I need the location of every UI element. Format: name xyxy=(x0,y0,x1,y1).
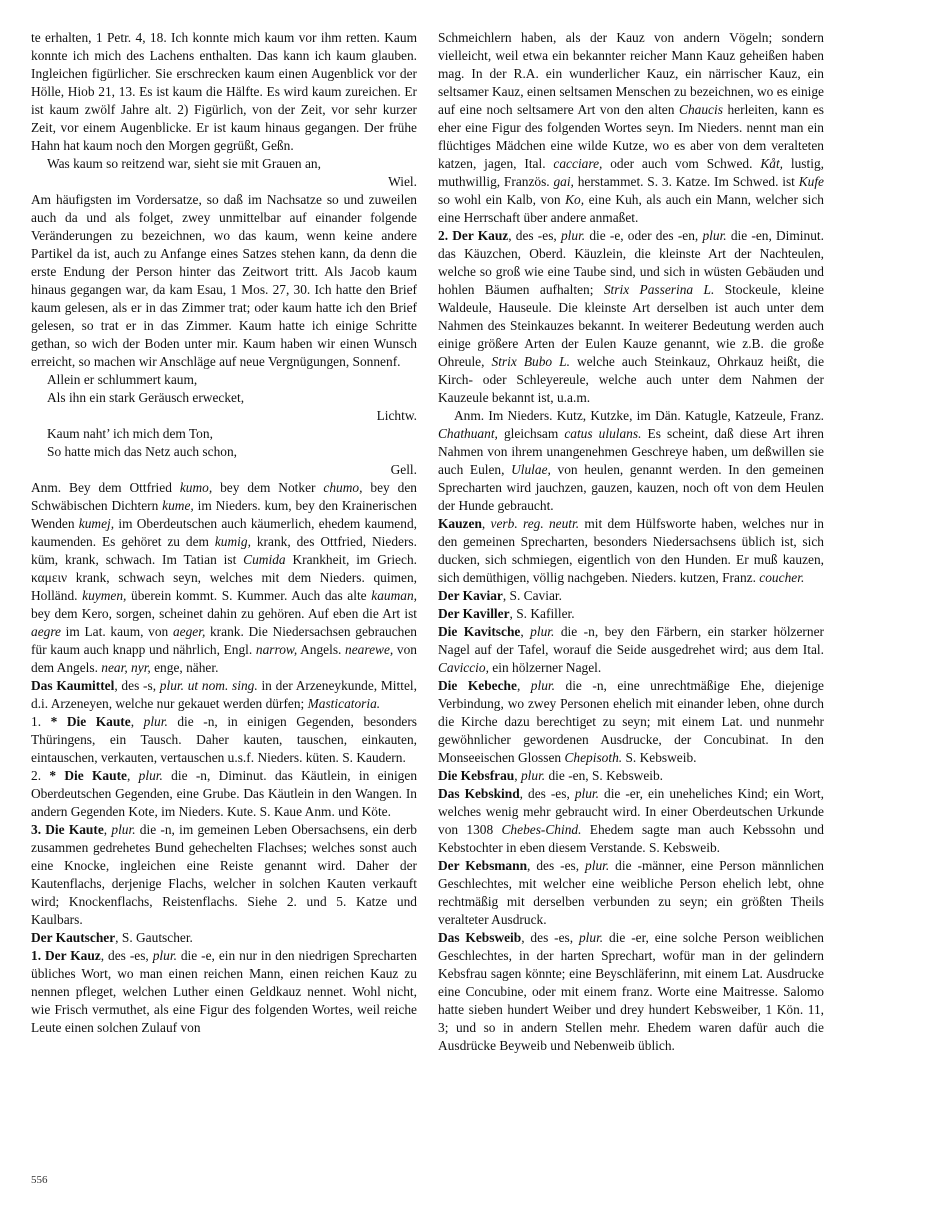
headword: Die Kavitsche xyxy=(438,624,521,639)
quote-attribution xyxy=(31,461,417,479)
text-run: in der Arzeneykunde, Mittel, d.i. Arzeneyen, welche nur gekauet werden dürfen; xyxy=(31,678,417,711)
text-run: Krankheit, im Griech. καμειν krank, schwach seyn, welches mit dem Nieders. quimen, Holländ. xyxy=(31,552,417,603)
entry-kebeche xyxy=(438,677,824,767)
headword: Kauzen xyxy=(438,516,482,531)
text-run: bey dem Notker xyxy=(212,480,324,495)
italic-term: plur. xyxy=(585,858,610,873)
text-run: Gell. xyxy=(390,462,417,477)
italic-term: kumej, xyxy=(78,516,115,531)
quote-line xyxy=(31,389,417,407)
quote-line xyxy=(31,425,417,443)
text-run: Allein er schlummert kaum, xyxy=(47,372,198,387)
text-run: eine Kuh, als auch ein Mann, welcher sich eine Herrschaft über andere anmaßet. xyxy=(438,192,824,225)
italic-term: catus ululans. xyxy=(564,426,642,441)
italic-term: plur. xyxy=(520,768,546,783)
text-run: , S. Gautscher. xyxy=(115,930,193,945)
text-run: gleichsam xyxy=(497,426,565,441)
quote-line xyxy=(31,371,417,389)
italic-term: Caviccio, xyxy=(438,660,489,675)
entry-kaute-2 xyxy=(31,767,417,821)
text-run: Anm. Im Nieders. Kutz, Kutzke, im Dän. Katugle, Katzeule, Franz. xyxy=(454,408,824,423)
text-run: oder auch vom Schwed. xyxy=(602,156,761,171)
headword: Die Kebeche xyxy=(438,678,517,693)
text-run: die -e, ein nur in den niedrigen Sprecharten übliches Wort, wo man einen reichen Mann, einen reichen Kauz zu nennen pfleget, welchen Luther einen Geldkauz nennet. Wohl nicht, wie Frisch vermuthet, als eine Figur des folgenden Wortes, weil reiche Leute einen solchen Zulauf von xyxy=(31,948,418,1035)
text-run: Es scheint, daß diese Art ihren Nahmen von ihrem unangenehmen Geschreye haben, um deßwillen sie auch Eulen, xyxy=(438,426,824,477)
text-run: Angels. xyxy=(297,642,346,657)
italic-term: Ko, xyxy=(565,192,585,207)
text-run: bey dem Kero, sorgen, scheinet dahin zu gehören. Auf eben die Art ist xyxy=(31,606,417,621)
italic-term: plur. xyxy=(143,714,168,729)
text-run: Ehedem sagte man auch Kebssohn und Kebstochter in eben diesem Verstande. S. Kebsweib. xyxy=(438,822,824,855)
headword: Das Kebsweib xyxy=(438,930,522,945)
entry-kebsfrau xyxy=(438,767,824,785)
italic-term: Cumida xyxy=(243,552,286,567)
headword: * Die Kaute xyxy=(50,714,131,729)
italic-term: plur. xyxy=(530,624,555,639)
text-run: , des -es, xyxy=(100,948,153,963)
text-run: überein kommt. S. Kummer. Auch das alte xyxy=(126,588,372,603)
page-number: 556 xyxy=(31,1174,48,1186)
text-run: im Oberdeutschen auch käumerlich, ehedem kaumend, kaumenden. Es gehöret zu dem xyxy=(31,516,417,549)
italic-term: plur. xyxy=(574,786,599,801)
italic-term: verb. reg. neutr. xyxy=(490,516,580,531)
entry-kebsmann xyxy=(438,857,824,929)
italic-term: Strix Bubo L. xyxy=(491,354,570,369)
entry-kauzen xyxy=(438,515,824,587)
italic-term: chumo, xyxy=(323,480,363,495)
entry-kauz-2 xyxy=(438,227,824,407)
text-run: , S. Caviar. xyxy=(502,588,562,603)
entry-kavitsche xyxy=(438,623,824,677)
italic-term: kauman, xyxy=(371,588,418,603)
text-run: krank. Die Niedersachsen gebrauchen für kaum auch knapp und nährlich, Engl. xyxy=(31,624,417,657)
italic-term: Ululae, xyxy=(511,462,551,477)
left-column xyxy=(31,29,417,1037)
text-run: lustig, muthwillig, Französ. xyxy=(438,156,824,189)
text-run: , des -es, xyxy=(521,930,579,945)
quote-line xyxy=(31,155,417,173)
text-run: , xyxy=(103,822,112,837)
italic-term: plur. xyxy=(152,948,177,963)
italic-term: kuymen, xyxy=(82,588,127,603)
text-run: , des -s, xyxy=(114,678,160,693)
headword: Das Kaumittel xyxy=(31,678,115,693)
text-run: , xyxy=(516,678,531,693)
text-run: , des -es, xyxy=(527,858,586,873)
headword: 1. Der Kauz xyxy=(31,948,101,963)
kauz-1-continuation xyxy=(438,29,824,227)
entry-kaviller xyxy=(438,605,824,623)
entry-kaumittel xyxy=(31,677,417,713)
italic-term: plur. xyxy=(111,822,136,837)
text-run: die -n, im gemeinen Leben Obersachsens, ein derb zusammen gedrehetes Bund gehechelten Flachses; welches sonst auch eine Knocke, ingleichen eine Reiste genannt wird. Daher der Kautenflachs, derjenige Flachs, welcher in solchen Kauten verkauft wird; Knockenflachs, Reistenflachs. Siehe 2. und 5. Katze und Kaulbars. xyxy=(31,822,417,927)
italic-term: kume, xyxy=(162,498,194,513)
text-run: die -n, eine unrechtmäßige Ehe, diejenige Verbindung, wo zwey Personen ehelich mit einander leben, ohne durch die Kirche dazu berechtiget zu seyn; mit einem Lat. und nunmehr gewöhnlicher gewordenen Ausdrucke, der Concubinat. In den Monseeischen Glossen xyxy=(438,678,825,765)
italic-term: Chaucis xyxy=(679,102,723,117)
entry-kaute-3 xyxy=(31,821,417,929)
text-run: so wohl ein Kalb, von xyxy=(438,192,566,207)
italic-term: Strix Passerina L. xyxy=(603,282,715,297)
quote-attribution xyxy=(31,173,417,191)
text-run: So hatte mich das Netz auch schon, xyxy=(47,444,238,459)
headword: Der Kaviar xyxy=(438,588,503,603)
text-run: enge, näher. xyxy=(150,660,219,675)
headword: Der Kebsmann xyxy=(438,858,528,873)
text-run: ein hölzerner Nagel. xyxy=(488,660,602,675)
text-run: , xyxy=(520,624,531,639)
kauz-2-note xyxy=(438,407,824,515)
headword: 2. Der Kauz xyxy=(438,228,509,243)
italic-term: Chepisoth. xyxy=(564,750,623,765)
text-run: Wiel. xyxy=(388,174,417,189)
text-run: S. Kebsweib. xyxy=(622,750,697,765)
text-run: mit dem Hülfsworte haben, welches nur in den gemeinen Sprecharten, besonders Niedersachsens üblich ist, sich ducken, sich schmiegen, eigentlich von den Hunden. Er muß kauzen, sich demüthigen, völlig nachgeben. Nieders. kutzen, Franz. xyxy=(438,516,824,585)
italic-term: Chebes-Chind. xyxy=(501,822,582,837)
text-run: 1. xyxy=(31,714,51,729)
text-run: Anm. Bey dem Ottfried xyxy=(31,480,180,495)
text-run: Schmeichlern haben, als der Kauz von andern Vögeln; sondern vielleicht, weil etwa ein bekannter reicher Mann Kauz geheißen haben mag. In der R.A. ein wunderlicher Kauz, ein närrischer Kauz, ein seltsamer Kauz, einen seltsamen Menschen zu bezeichnen, wo es einige auf eine noch seltsamere Art von den alten xyxy=(438,30,824,117)
text-run: die -e, oder des -en, xyxy=(585,228,703,243)
headword: * Die Kaute xyxy=(49,768,127,783)
text-run: bey den Schwäbischen Dichtern xyxy=(31,480,417,513)
text-run: die -n, in einigen Gegenden, besonders Thüringens, ein Tausch. Daher kauten, tauschen, einkauten, eintauschen, verkauten, vertauschen u.s.f. Nieders. küten. S. Kaudern. xyxy=(31,714,418,765)
text-run: die -er, ein uneheliches Kind; ein Wort, welches wenig mehr gebraucht wird. In einer Oberdeutschen Urkunde von 1308 xyxy=(438,786,824,837)
text-run: im Nieders. kum, bey den Krainerischen Wenden xyxy=(31,498,417,531)
headword: 3. Die Kaute xyxy=(31,822,104,837)
text-run: von dem Angels. xyxy=(31,642,418,675)
kaum-usage xyxy=(31,191,417,371)
text-run: Am häufigsten im Vordersatze, so daß im Nachsatze so und zuweilen auch da und als folget, zwey unmittelbar auf einander folgende Veränderungen zu bezeichnen, wo das kaum, wenn keine andere Partikel da ist, auch zu Anfange eines Satzes stehen kann, da denn die erste Endung der Person hinter das Zeitwort tritt. Als Jacob kaum hinaus gegangen war, da kam Esau, 1 Mos. 27, 30. Ich hatte den Brief kaum gelesen, als er in das Zimmer trat; oder kaum hatte ich den Brief gelesen, so trat er in das Zimmer. Kaum hatte ich einige Schritte gethan, so wich der Boden unter mir. Kaum haben wir einen Wunsch erreicht, so machen wir Anschläge auf neue Vergnügungen, Sonnenf. xyxy=(31,192,417,369)
text-run: herstammet. S. 3. Katze. Im Schwed. ist xyxy=(573,174,799,189)
text-run: , xyxy=(481,516,491,531)
italic-term: plur. xyxy=(138,768,163,783)
text-run: 2. xyxy=(31,768,50,783)
quote-line xyxy=(31,443,417,461)
headword: Der Kaviller xyxy=(438,606,510,621)
headword: Das Kebskind xyxy=(438,786,520,801)
italic-term: Kufe xyxy=(798,174,824,189)
text-run: , S. Kafiller. xyxy=(509,606,575,621)
headword: Die Kebsfrau xyxy=(438,768,515,783)
italic-term: gai, xyxy=(553,174,574,189)
text-run: Als ihn ein stark Geräusch erwecket, xyxy=(47,390,245,405)
text-run: die -n, Diminut. das Käutlein, in einigen Oberdeutschen Gegenden, eine Grube. Das Käutlein in den Wangen. In andern Gegenden Kote, im Nieders. Kute. S. Kaue Anm. und Köte. xyxy=(31,768,418,819)
italic-term: kumo, xyxy=(179,480,213,495)
quote-attribution xyxy=(31,407,417,425)
text-run: die -en, S. Kebsweib. xyxy=(545,768,664,783)
entry-kebsweib xyxy=(438,929,824,1055)
italic-term: Chathuant, xyxy=(438,426,498,441)
italic-term: kumig, xyxy=(214,534,251,549)
italic-term: plur. xyxy=(560,228,586,243)
italic-term: aeger, xyxy=(172,624,206,639)
italic-term: narrow, xyxy=(255,642,298,657)
kaum-etymology xyxy=(31,479,417,677)
entry-kaute-1 xyxy=(31,713,417,767)
text-run: die -er, eine solche Person weiblichen Geschlechtes, in der harten Sprechart, wofür man in der gelindern Kebsfrau sagen könnte; eine Beyschläferinn, mit einem Lat. Ausdrucke eine Concubine, oder mit einem franz. Worte eine Maitresse. Salomo hatte sieben hundert Weiber und drey hundert Kebsweiber, 1 Kön. 11, 3; und so in andern Stellen mehr. Ehedem waren dafür auch die Ausdrücke Beyweib und Nebenweib üblich. xyxy=(438,930,824,1053)
text-run: Lichtw. xyxy=(376,408,417,423)
italic-term: Kåt, xyxy=(760,156,784,171)
entry-kebskind xyxy=(438,785,824,857)
italic-term: aegre xyxy=(31,624,61,639)
italic-term: plur. ut nom. sing. xyxy=(159,678,258,693)
text-run: , xyxy=(130,714,144,729)
right-column xyxy=(438,29,824,1055)
text-run: die -en, Diminut. das Käuzchen, Oberd. Käuzlein, die kleinste Art der Nachteulen, welche so groß wie eine Taube sind, und sich in wüsten Gebäuden und hohlen Bäumen aufhalten; xyxy=(438,228,824,297)
italic-term: coucher. xyxy=(759,570,805,585)
kaum-continuation xyxy=(31,29,417,155)
headword: Der Kautscher xyxy=(31,930,116,945)
italic-term: cacciare, xyxy=(553,156,603,171)
entry-kaviar xyxy=(438,587,824,605)
entry-kauz-1 xyxy=(31,947,417,1037)
italic-term: Masticatoria. xyxy=(307,696,381,711)
text-run: krank, des Ottfried, Nieders. küm, krank, schwach. Im Tatian ist xyxy=(31,534,417,567)
italic-term: plur. xyxy=(702,228,727,243)
text-run: herleiten, kann es eher eine Figur des folgenden Wortes seyn. Im Nieders. nennt man ein flüchtiges Mädchen eine wilde Kutze, wo es aber von dem veralteten katzen, jagen, Ital. xyxy=(438,102,824,171)
text-run: von heulen, genannt werden. In den gemeinen Sprecharten wird jauchzen, gauzen, kauzen, noch oft von dem Heulen der Hunde gebraucht. xyxy=(438,462,824,513)
text-run: im Lat. kaum, von xyxy=(61,624,173,639)
italic-term: nearewe, xyxy=(345,642,394,657)
text-run: die -n, bey den Färbern, ein starker hölzerner Nagel auf der Tafel, worauf die Seide ausgedrehet wird; aus dem Ital. xyxy=(438,624,824,657)
italic-term: plur. xyxy=(530,678,555,693)
text-run: , des -es, xyxy=(508,228,561,243)
italic-term: near, nyr, xyxy=(101,660,151,675)
text-run: te erhalten, 1 Petr. 4, 18. Ich konnte mich kaum vor ihm retten. Kaum konnte ich mich des Lachens enthalten. Das kann ich kaum glauben. Ingleichen figürlicher. Sie erschrecken kaum einen Augenblick vor der Hölle, Hiob 21, 13. Es ist kaum die Hälfte. Es wird kaum zureichen. Er ist kaum zwölf Jahre alt. 2) Figürlich, von der Zeit, vor sehr kurzer Zeit, vor einem Augenblicke. Er ist kaum hinaus gegangen. Der frühe Hahn hat kaum noch den Morgen gegrüßt, Geßn. xyxy=(31,30,417,153)
text-run: Was kaum so reitzend war, sieht sie mit Grauen an, xyxy=(47,156,321,171)
text-run: welche auch Steinkauz, Ohrkauz heißt, die Kirch- oder Schleyereule, welche auch unter dem Nahmen der Kauzeule bekannt ist, u.a.m. xyxy=(438,354,825,405)
text-run: die -männer, eine Person männlichen Geschlechtes, mit welcher eine weibliche Person ehelich lebt, ohne rechtmäßig mit derselben verbunden zu seyn; ein größten Theils veralteter Ausdruck. xyxy=(438,858,824,927)
italic-term: plur. xyxy=(578,930,604,945)
text-run: , des -es, xyxy=(519,786,575,801)
entry-kautscher xyxy=(31,929,417,947)
text-run: Stockeule, kleine Waldeule, Hauseule. Die kleinste Art derselben ist auch unter dem Nahmen des Steinkauzes bekannt. In weiterer Bedeutung werden auch einige größere Arten der Eulen Kauze genannt, wie z.B. die große Ohreule, xyxy=(438,282,824,369)
text-run: , xyxy=(514,768,521,783)
text-run: , xyxy=(126,768,139,783)
text-run: Kaum naht’ ich mich dem Ton, xyxy=(47,426,213,441)
